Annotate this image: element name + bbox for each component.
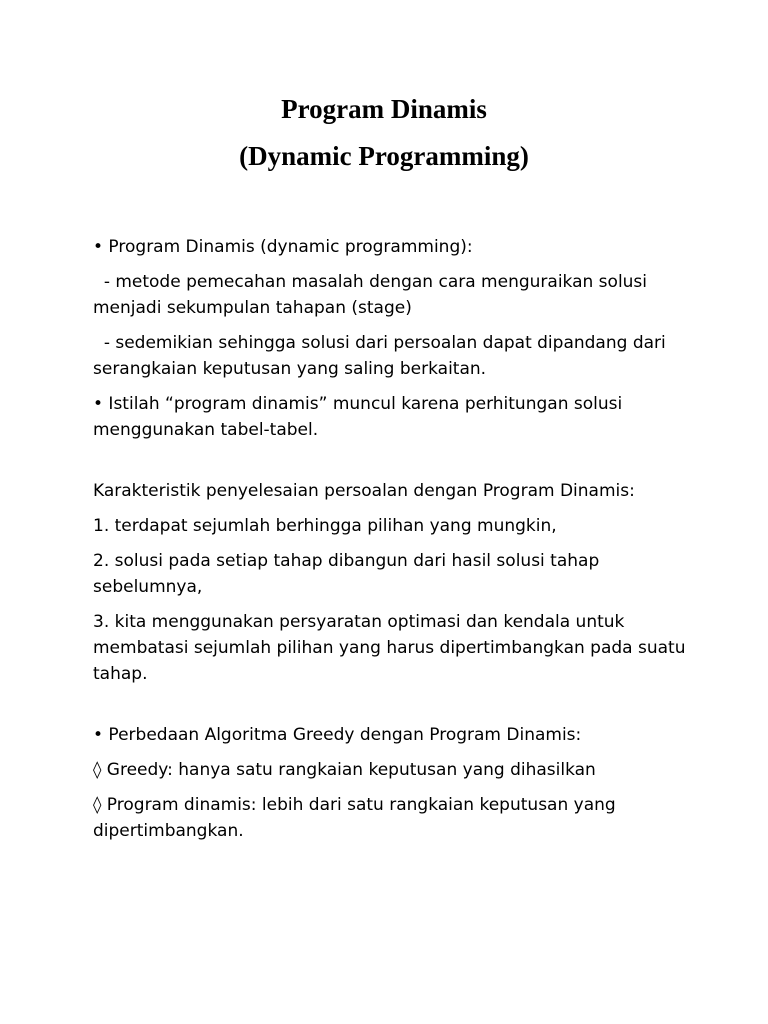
perbedaan-greedy: ◊ Greedy: hanya satu rangkaian keputusan yang dihasilkan [93, 760, 596, 780]
karakteristik-item-2: 2. solusi pada setiap tahap dibangun dari hasil solusi tahap sebelumnya, [93, 551, 605, 597]
perbedaan-program-dinamis: ◊ Program dinamis: lebih dari satu rangkaian keputusan yang dipertimbangkan. [93, 795, 622, 841]
paragraph-gap [93, 696, 693, 722]
sub-point-metode: - metode pemecahan masalah dengan cara menguraikan solusi menjadi sekumpulan tahapan (stage) [93, 272, 653, 318]
sub-point-sedemikian: - sedemikian sehingga solusi dari persoalan dapat dipandang dari serangkaian keputusan yang saling berkaitan. [93, 333, 672, 379]
title-line-1: Program Dinamis [281, 94, 487, 124]
title-line-2: (Dynamic Programming) [239, 141, 529, 171]
karakteristik-heading: Karakteristik penyelesaian persoalan dengan Program Dinamis: [93, 481, 635, 501]
document-title [0, 86, 768, 180]
perbedaan-heading: • Perbedaan Algoritma Greedy dengan Program Dinamis: [93, 725, 582, 745]
bullet-istilah: • Istilah “program dinamis” muncul karena perhitungan solusi menggunakan tabel-tabel. [93, 394, 628, 440]
document-body [93, 234, 693, 853]
bullet-program-dinamis: • Program Dinamis (dynamic programming): [93, 237, 473, 257]
karakteristik-item-1: 1. terdapat sejumlah berhingga pilihan yang mungkin, [93, 516, 557, 536]
paragraph-gap [93, 452, 693, 478]
karakteristik-item-3: 3. kita menggunakan persyaratan optimasi dan kendala untuk membatasi sejumlah pilihan yang harus dipertimbangkan pada suatu tahap. [93, 612, 691, 684]
